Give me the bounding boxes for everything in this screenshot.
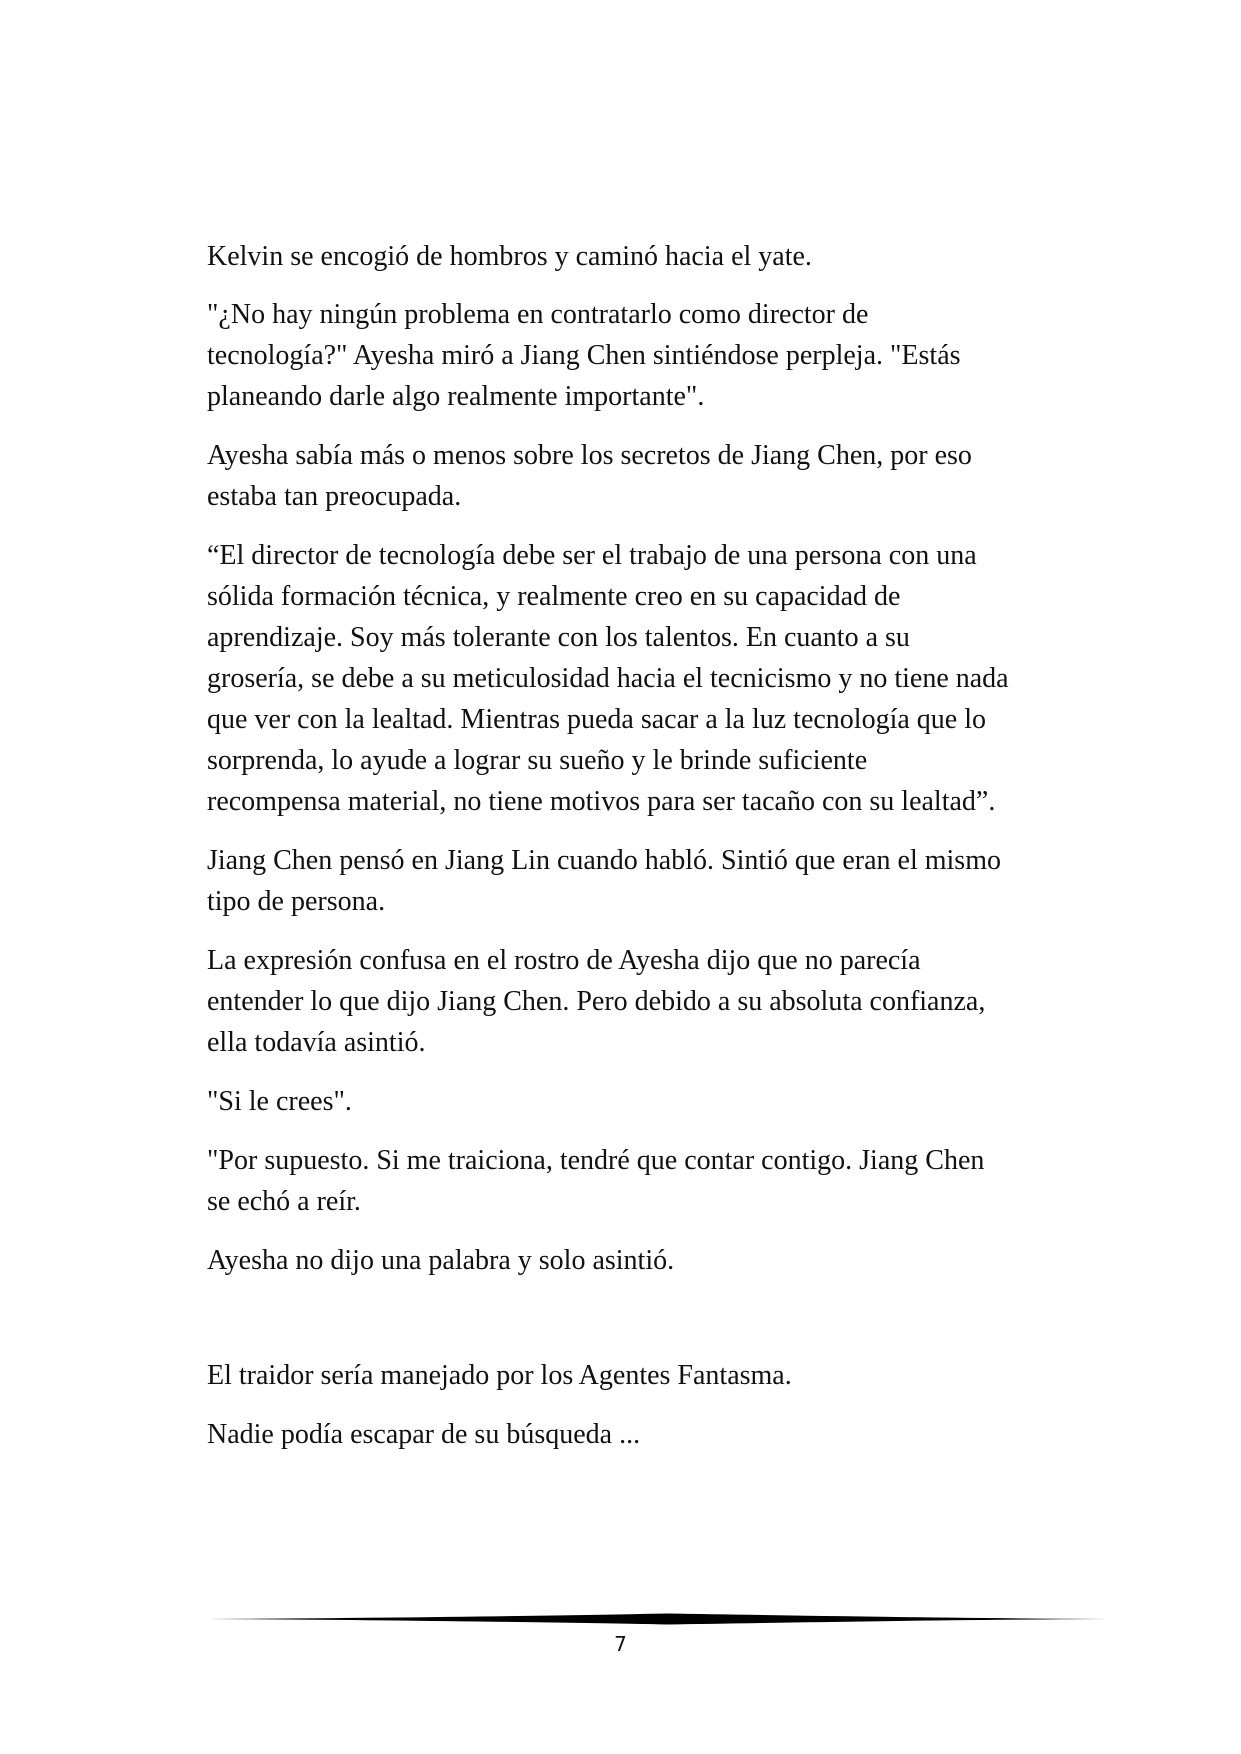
paragraph-8: "Por supuesto. Si me traiciona, tendré que contar contigo. Jiang Chen se echó a reír. (207, 1145, 985, 1217)
paragraph-11: Nadie podía escapar de su búsqueda ... (207, 1419, 641, 1450)
paragraph-4: “El director de tecnología debe ser el trabajo de una persona con una sólida formación técnica, y realmente creo en su capacidad de aprendizaje. Soy más tolerante con los talentos. En cuanto a su grosería, se debe a su meticulosidad hacia el tecnicismo y no tiene nada que ver con la lealtad. Mientras pueda sacar a la luz tecnología que lo sorprenda, lo ayude a lograr su sueño y le brinde suficiente recompensa material, no tiene motivos para ser tacaño con su lealtad”. (207, 540, 1009, 817)
paragraph-1: Kelvin se encogió de hombros y caminó hacia el yate. (207, 241, 812, 272)
paragraph-5: Jiang Chen pensó en Jiang Lin cuando habló. Sintió que eran el mismo tipo de persona. (207, 845, 1001, 917)
paragraph-7: "Si le crees". (207, 1086, 352, 1117)
paragraph-3: Ayesha sabía más o menos sobre los secretos de Jiang Chen, por eso estaba tan preocupada. (207, 440, 972, 512)
paragraph-2: "¿No hay ningún problema en contratarlo como director de tecnología?" Ayesha miró a Jiang Chen sintiéndose perpleja. "Estás planeando darle algo realmente importante". (207, 299, 961, 412)
page-number: 7 (614, 1632, 627, 1656)
paragraph-10: El traidor sería manejado por los Agentes Fantasma. (207, 1360, 792, 1391)
paragraph-6: La expresión confusa en el rostro de Ayesha dijo que no parecía entender lo que dijo Jiang Chen. Pero debido a su absoluta confianza, ella todavía asintió. (207, 945, 986, 1058)
paragraph-9: Ayesha no dijo una palabra y solo asintió. (207, 1245, 675, 1276)
footer-divider (207, 1612, 1107, 1626)
